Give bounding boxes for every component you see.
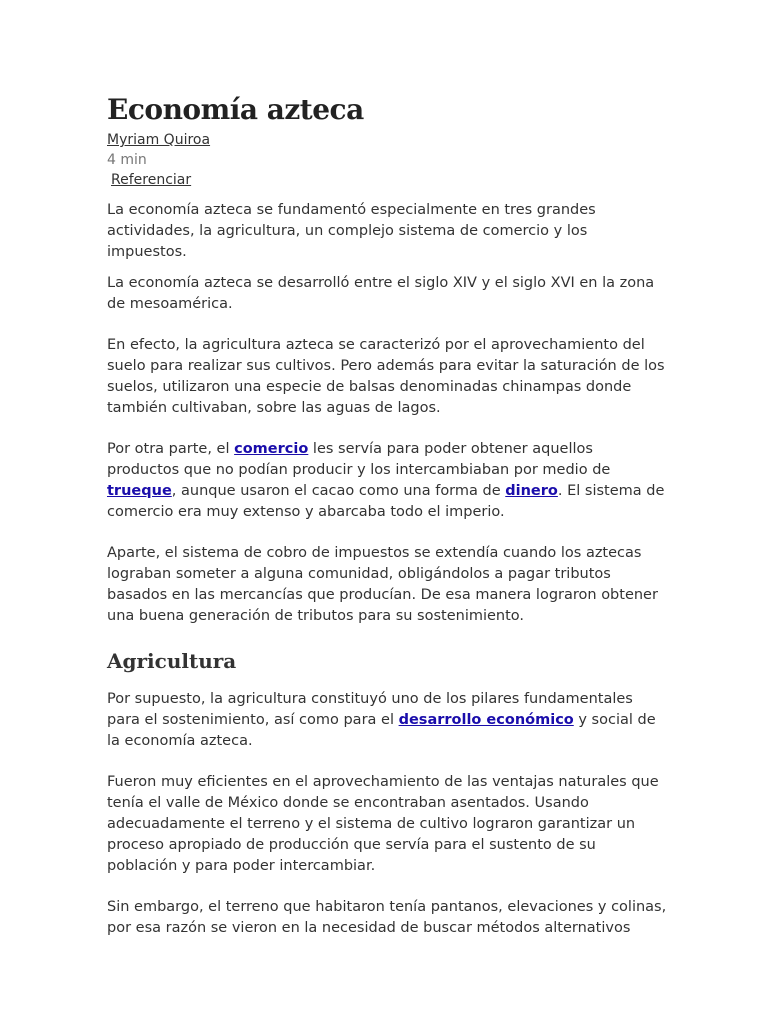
text-segment: les servía para poder obtener aquellos productos que no podían producir y los intercambiaban por medio de xyxy=(107,441,611,478)
text-segment: , aunque usaron el cacao como una forma de xyxy=(171,483,506,499)
link-dinero[interactable]: dinero xyxy=(505,483,558,499)
paragraph-agriculture-summary: En efecto, la agricultura azteca se caracterizó por el aprovechamiento del suelo para realizar sus cultivos. Pero además para evitar la saturación de los suelos, utilizaron una especie de balsas denominadas chinampas donde también cultivaban, sobre las aguas de lagos. xyxy=(107,337,665,416)
read-time: 4 min xyxy=(107,152,147,168)
link-desarrollo-economico[interactable]: desarrollo económico xyxy=(398,712,574,728)
paragraph-taxes: Aparte, el sistema de cobro de impuestos se extendía cuando los aztecas lograban someter a alguna comunidad, obligándolos a pagar tributos basados en las mercancías que producían. De esa manera lograron obtener una buena generación de tributos para su sostenimiento. xyxy=(107,545,658,624)
link-trueque[interactable]: trueque xyxy=(107,483,172,499)
article-body xyxy=(107,200,667,939)
text-segment: Por otra parte, el xyxy=(107,441,235,457)
cite-link[interactable]: Referenciar xyxy=(111,172,192,188)
paragraph-commerce xyxy=(107,439,667,523)
author-link[interactable]: Myriam Quiroa xyxy=(107,132,211,148)
text-segment: y social de la economía azteca. xyxy=(107,712,656,749)
text-segment: . El sistema de comercio era muy extenso y abarcaba todo el imperio. xyxy=(107,483,665,520)
paragraph-intro: La economía azteca se fundamentó especialmente en tres grandes actividades, la agricultura, un complejo sistema de comercio y los impuestos. xyxy=(107,202,596,260)
link-comercio[interactable]: comercio xyxy=(234,441,309,457)
article-title: Economía azteca xyxy=(107,93,364,126)
section-heading-agricultura: Agricultura xyxy=(107,649,237,673)
paragraph-terrain: Sin embargo, el terreno que habitaron tenía pantanos, elevaciones y colinas, por esa razón se vieron en la necesidad de buscar métodos alternativos xyxy=(107,899,667,936)
paragraph-period: La economía azteca se desarrolló entre el siglo XIV y el siglo XVI en la zona de mesoamérica. xyxy=(107,275,655,312)
article xyxy=(107,92,667,939)
paragraph-pillars xyxy=(107,689,667,752)
paragraph-efficiency: Fueron muy eficientes en el aprovechamiento de las ventajas naturales que tenía el valle de México donde se encontraban asentados. Usando adecuadamente el terreno y el sistema de cultivo lograron garantizar un proceso apropiado de producción que servía para el sustento de su población y para poder intercambiar. xyxy=(107,774,659,874)
text-segment: Por supuesto, la agricultura constituyó uno de los pilares fundamentales para el sostenimiento, así como para el xyxy=(107,691,633,728)
